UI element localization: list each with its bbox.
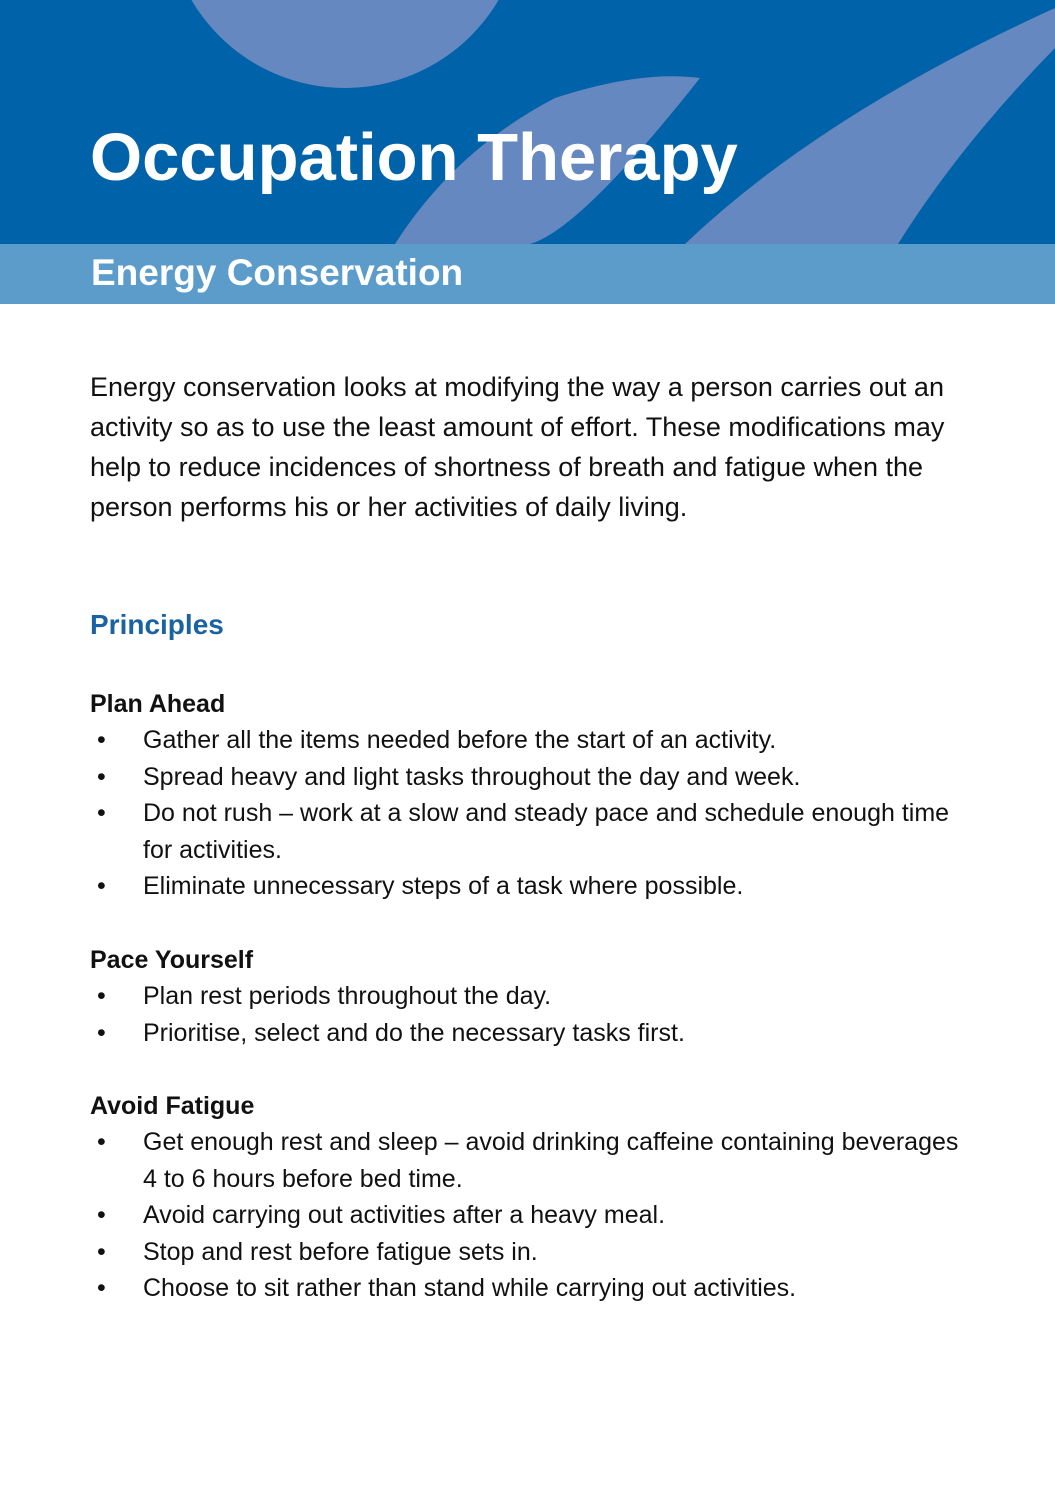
page-subtitle: Energy Conservation (91, 252, 464, 293)
group-pace-yourself (90, 942, 970, 1051)
bullet-icon: • (97, 762, 106, 791)
list-item-text: Spread heavy and light tasks throughout the day and week. (143, 762, 801, 791)
list-item-text: Avoid carrying out activities after a heavy meal. (143, 1201, 666, 1229)
bullet-list-avoid-fatigue (90, 1124, 970, 1307)
bullet-icon: • (97, 1237, 106, 1266)
bullet-icon: • (97, 1018, 106, 1047)
bullet-icon: • (97, 726, 106, 754)
group-title-avoid-fatigue: Avoid Fatigue (90, 1092, 255, 1120)
list-item (90, 1197, 970, 1234)
list-item-text: Choose to sit rather than stand while carrying out activities. (143, 1274, 797, 1302)
list-item (90, 722, 970, 759)
list-item (90, 978, 970, 1015)
list-item (90, 1270, 970, 1307)
page-title: Occupation Therapy (90, 120, 738, 195)
list-item-text: Get enough rest and sleep – avoid drinking caffeine containing beverages 4 to 6 hours before bed time. (143, 1128, 959, 1193)
list-item-text: Prioritise, select and do the necessary tasks first. (143, 1018, 685, 1047)
list-item-text: Gather all the items needed before the start of an activity. (143, 726, 777, 754)
bullet-icon: • (97, 1201, 106, 1229)
list-item-text: Do not rush – work at a slow and steady pace and schedule enough time for activities. (143, 799, 950, 864)
group-title-pace-yourself: Pace Yourself (90, 946, 254, 974)
group-avoid-fatigue (90, 1088, 970, 1307)
group-plan-ahead (90, 686, 970, 905)
list-item-text: Plan rest periods throughout the day. (143, 982, 552, 1010)
intro-paragraph: Energy conservation looks at modifying the way a person carries out an activity so as to use the least amount of effort. These modifications may help to reduce incidences of shortness of breath and fatigue when the person performs his or her activities of daily living. (90, 372, 945, 522)
bullet-list-plan-ahead (90, 722, 970, 905)
list-item-text: Eliminate unnecessary steps of a task where possible. (143, 872, 744, 900)
principles-heading: Principles (90, 609, 224, 640)
list-item (90, 795, 970, 868)
list-item (90, 868, 970, 905)
bullet-list-pace-yourself (90, 978, 970, 1051)
bullet-icon: • (97, 1274, 106, 1302)
list-item (90, 1124, 970, 1197)
list-item (90, 1234, 970, 1271)
list-item (90, 1015, 970, 1052)
list-item (90, 759, 970, 796)
group-title-plan-ahead: Plan Ahead (90, 690, 226, 718)
bullet-icon: • (97, 799, 106, 827)
bullet-icon: • (97, 982, 106, 1010)
bullet-icon: • (97, 1128, 106, 1156)
list-item-text: Stop and rest before fatigue sets in. (143, 1237, 538, 1266)
bullet-icon: • (97, 872, 106, 900)
